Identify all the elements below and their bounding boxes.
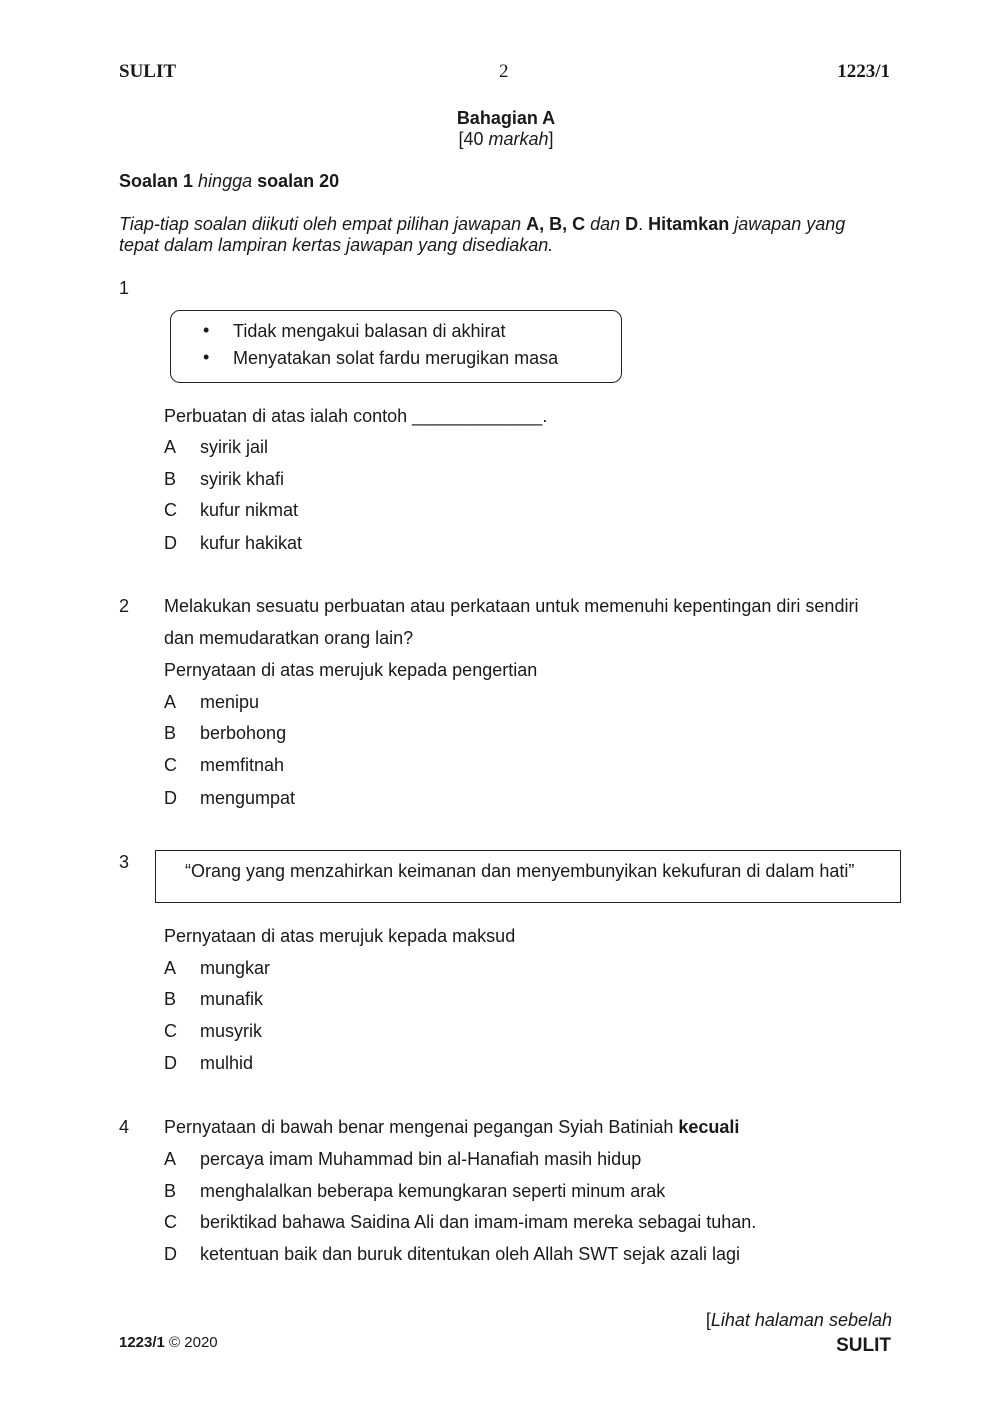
- question-1-stem: Perbuatan di atas ialah contoh _____________.: [164, 406, 548, 426]
- q3-option-a-letter: A: [164, 958, 177, 978]
- q3-option-b-letter: B: [164, 989, 177, 1009]
- question-1-bullet-1: Tidak mengakui balasan di akhirat: [233, 321, 506, 341]
- q2-option-a[interactable]: menipu: [200, 692, 260, 712]
- question-3-number: 3: [119, 852, 130, 872]
- q1-option-c-letter: C: [164, 500, 177, 520]
- section-title: Bahagian A: [456, 108, 556, 128]
- question-1-bullet-2: Menyatakan solat fardu merugikan masa: [233, 348, 559, 368]
- q4-option-c-letter: C: [164, 1212, 177, 1232]
- question-4-stem: Pernyataan di bawah benar mengenai pegangan Syiah Batiniah kecuali: [164, 1117, 740, 1137]
- bullet-icon: •: [203, 347, 210, 367]
- question-range: Soalan 1 hingga soalan 20: [119, 171, 340, 191]
- q2-option-b[interactable]: berbohong: [200, 723, 287, 743]
- q2-option-b-letter: B: [164, 723, 177, 743]
- q3-option-b[interactable]: munafik: [200, 989, 264, 1009]
- q3-option-a[interactable]: mungkar: [200, 958, 271, 978]
- q4-option-d-letter: D: [164, 1244, 177, 1264]
- q3-option-c[interactable]: musyrik: [200, 1021, 262, 1041]
- q2-option-a-letter: A: [164, 692, 177, 712]
- q2-option-c[interactable]: memfitnah: [200, 755, 285, 775]
- q2-option-d[interactable]: mengumpat: [200, 788, 296, 808]
- q4-option-a-letter: A: [164, 1149, 177, 1169]
- footer-sulit: SULIT: [836, 1335, 891, 1356]
- question-2-line-2: dan memudaratkan orang lain?: [164, 628, 414, 648]
- question-2-line-1: Melakukan sesuatu perbuatan atau perkataan untuk memenuhi kepentingan diri sendiri: [164, 596, 859, 616]
- question-3-stem: Pernyataan di atas merujuk kepada maksud: [164, 926, 516, 946]
- q2-option-d-letter: D: [164, 788, 177, 808]
- see-next-page: [Lihat halaman sebelah: [705, 1310, 892, 1330]
- section-marks: [40 markah]: [458, 129, 554, 149]
- q1-option-d[interactable]: kufur hakikat: [200, 533, 303, 553]
- bullet-icon: •: [203, 320, 210, 340]
- header-sulit: SULIT: [119, 61, 177, 82]
- q1-option-b[interactable]: syirik khafi: [200, 469, 285, 489]
- q4-option-d[interactable]: ketentuan baik dan buruk ditentukan oleh Allah SWT sejak azali lagi: [200, 1244, 741, 1264]
- q1-option-c[interactable]: kufur nikmat: [200, 500, 299, 520]
- page-number: 2: [499, 61, 509, 82]
- q4-option-b-letter: B: [164, 1181, 177, 1201]
- q2-option-c-letter: C: [164, 755, 177, 775]
- footer-code: 1223/1 © 2020: [119, 1334, 218, 1351]
- q3-option-c-letter: C: [164, 1021, 177, 1041]
- question-2-stem: Pernyataan di atas merujuk kepada pengertian: [164, 660, 538, 680]
- question-1-number: 1: [119, 278, 130, 298]
- question-2-number: 2: [119, 596, 130, 616]
- header-code: 1223/1: [837, 61, 890, 82]
- q1-option-a[interactable]: syirik jail: [200, 437, 269, 457]
- q4-option-b[interactable]: menghalalkan beberapa kemungkaran seperti minum arak: [200, 1181, 666, 1201]
- q1-option-a-letter: A: [164, 437, 177, 457]
- q3-option-d-letter: D: [164, 1053, 177, 1073]
- instruction-line-2: tepat dalam lampiran kertas jawapan yang disediakan.: [119, 235, 554, 255]
- question-3-quote: “Orang yang menzahirkan keimanan dan menyembunyikan kekufuran di dalam hati”: [185, 861, 855, 881]
- q1-option-b-letter: B: [164, 469, 177, 489]
- q4-option-a[interactable]: percaya imam Muhammad bin al-Hanafiah masih hidup: [200, 1149, 642, 1169]
- q4-option-c[interactable]: beriktikad bahawa Saidina Ali dan imam-imam mereka sebagai tuhan.: [200, 1212, 757, 1232]
- q3-option-d[interactable]: mulhid: [200, 1053, 254, 1073]
- q1-option-d-letter: D: [164, 533, 177, 553]
- question-4-number: 4: [119, 1117, 130, 1137]
- instruction-line-1: Tiap-tiap soalan diikuti oleh empat pilihan jawapan A, B, C dan D. Hitamkan jawapan yang: [119, 214, 846, 234]
